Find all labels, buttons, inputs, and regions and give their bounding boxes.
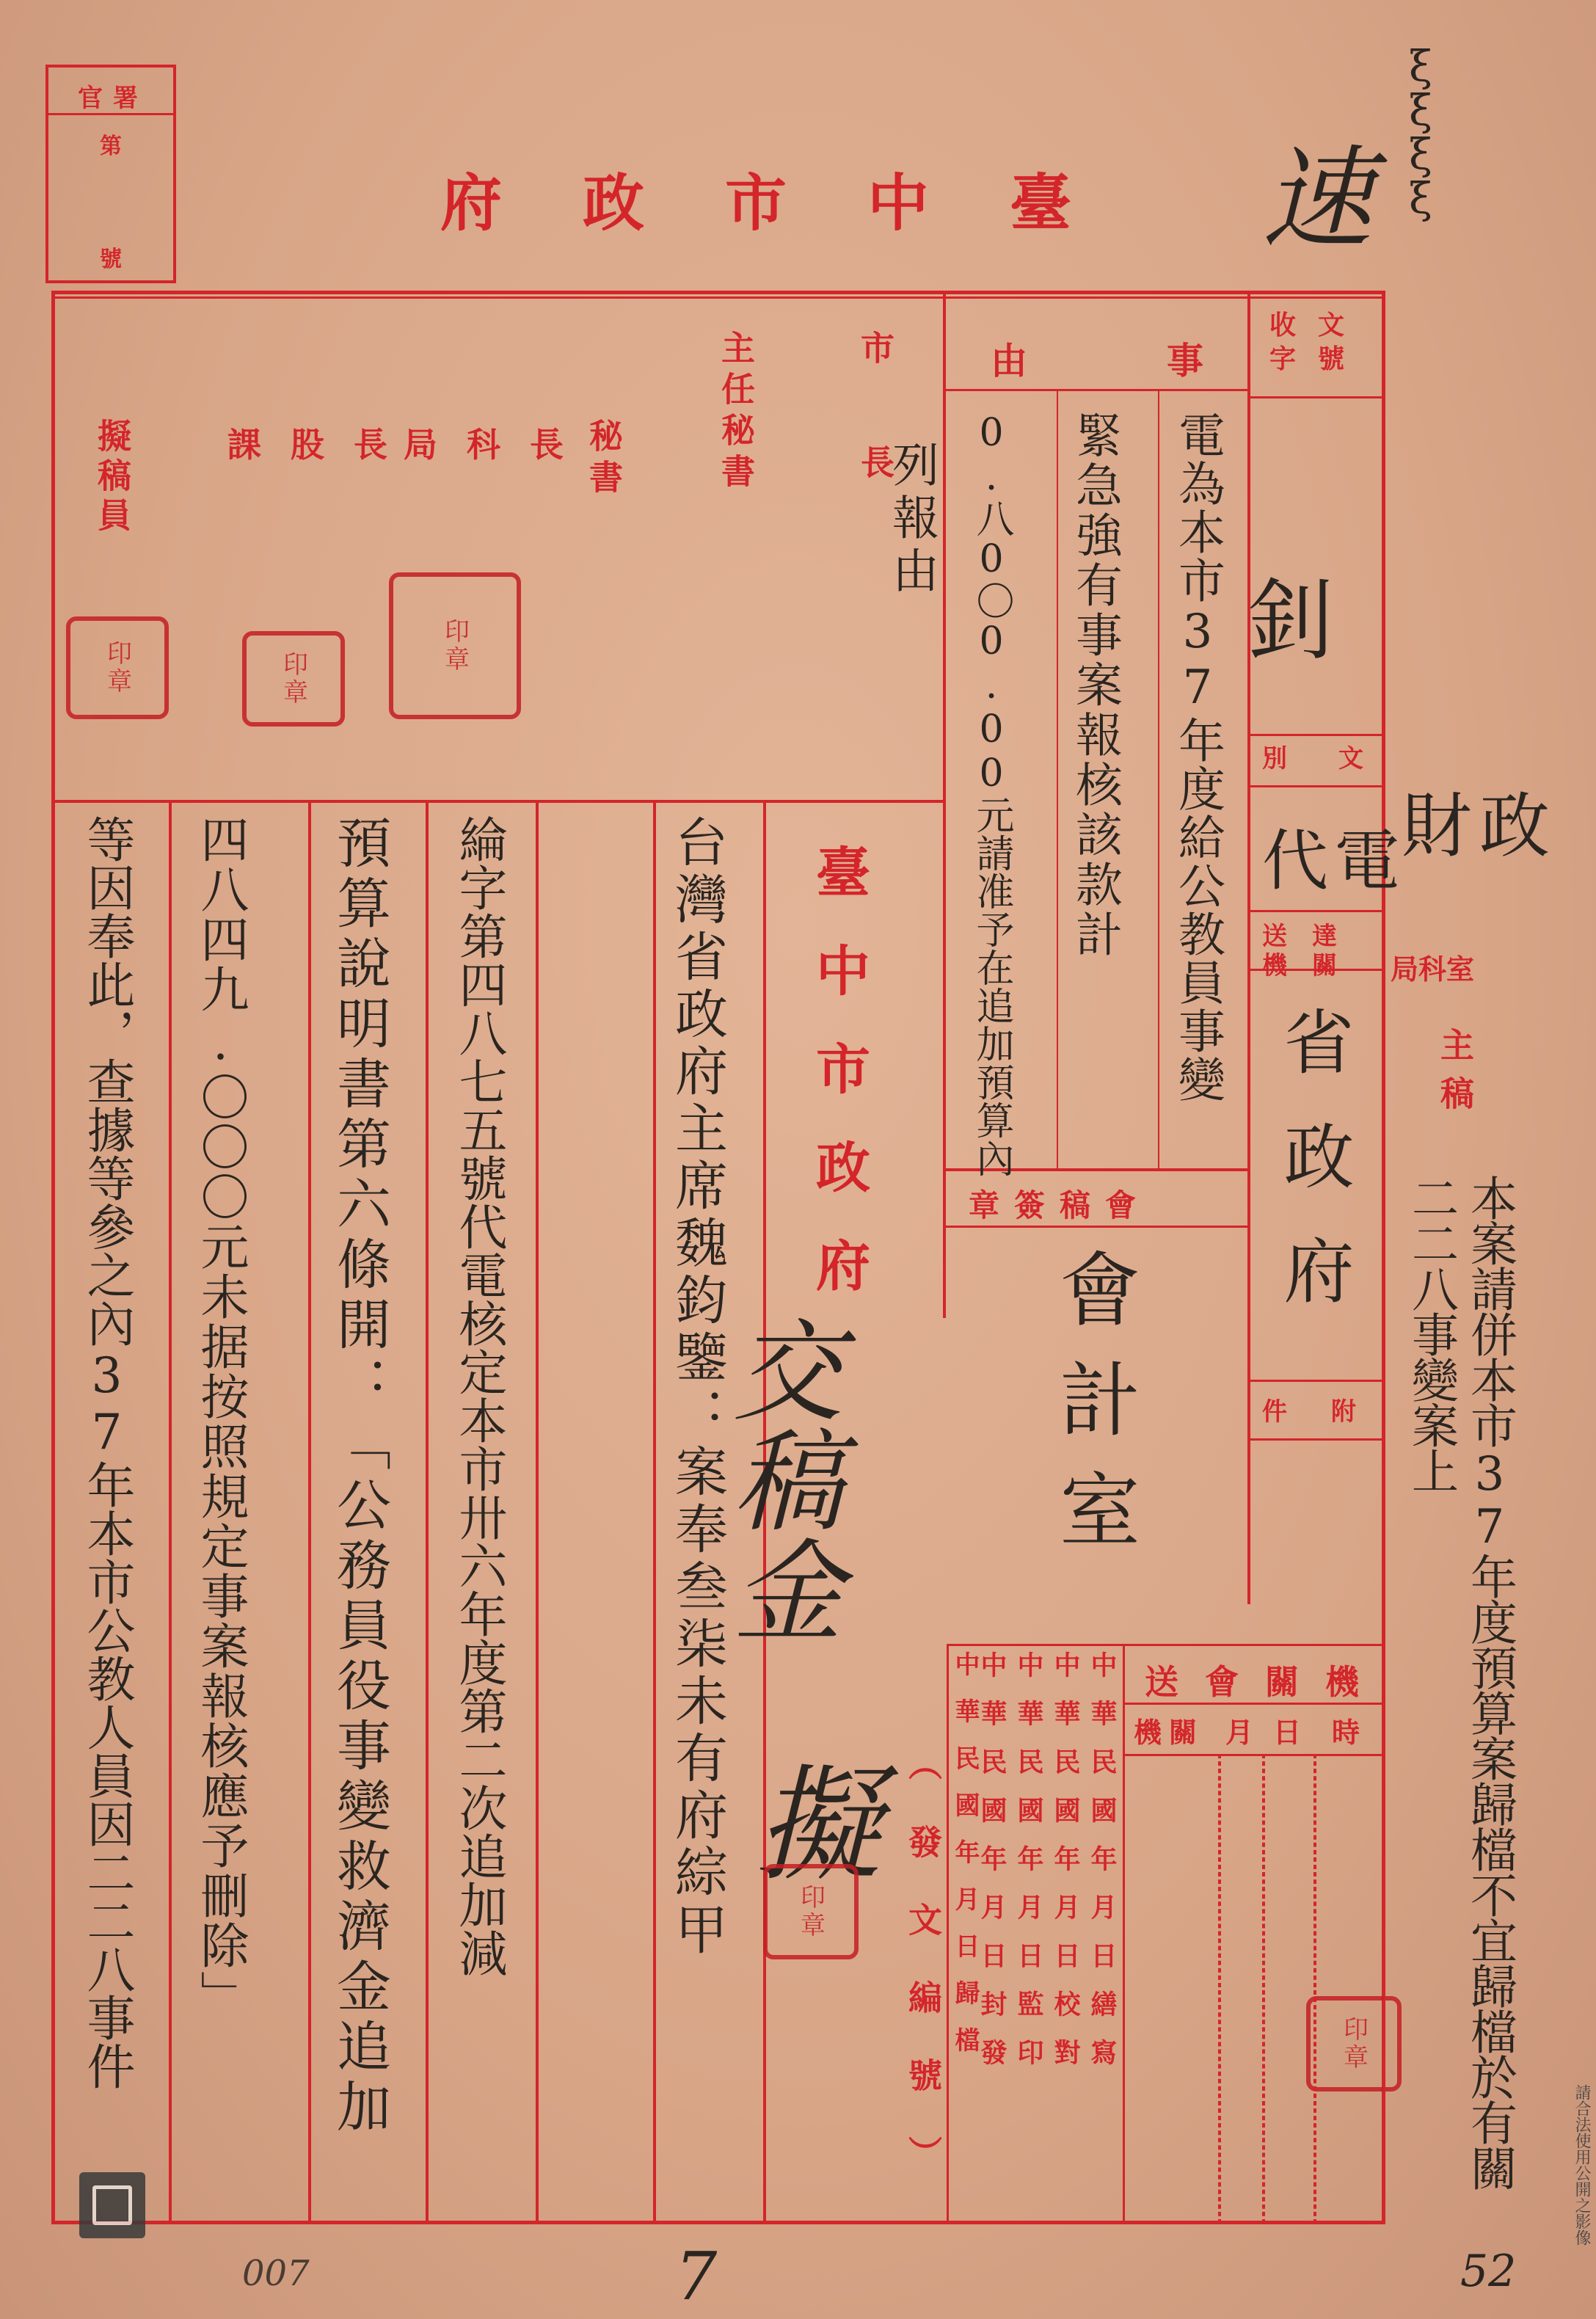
- dept-label: 局科室: [1391, 953, 1475, 986]
- registry-box-top: 官署: [78, 84, 148, 113]
- label-chief-secretary: 主任秘書: [716, 330, 756, 495]
- dept-value: 財政: [1402, 785, 1557, 867]
- document-title: 臺中市政府: [440, 167, 1153, 239]
- handling-row-5: 中華民國年月日歸檔: [950, 1651, 980, 2074]
- send-value: 省政府: [1272, 1005, 1355, 1349]
- seal-approval-mark: 印章: [795, 1884, 826, 1940]
- subject-line-4: 列報由: [884, 440, 939, 599]
- seal-section-chief-mark: 印章: [278, 651, 308, 707]
- seal-drafter-mark: 印章: [102, 640, 132, 696]
- footer-page-number: 7: [675, 2238, 718, 2315]
- category-label: 文別: [1262, 744, 1415, 773]
- receive-label: 收文字號: [1269, 310, 1367, 374]
- footer-side-stamp: 請合法使用公開之影像: [1573, 2084, 1591, 2246]
- label-drafter: 擬稿員: [92, 418, 132, 537]
- body-line-3: 預算說明書第六條開：「公務員役事變救濟金追加: [328, 815, 391, 2138]
- clip-marks: ξ ξ ξ ξ: [1409, 41, 1432, 223]
- handling-row-2: 中華民國年月日校對: [1050, 1651, 1081, 2087]
- registry-box-bottom: 號: [100, 247, 122, 272]
- countersign-title: 會稿簽章: [969, 1187, 1151, 1223]
- handling-row-4: 中華民國年月日封發: [977, 1651, 1007, 2087]
- archive-logo: [79, 2172, 145, 2238]
- attach-label: 附件: [1262, 1397, 1400, 1427]
- label-secretary: 秘書: [584, 418, 624, 500]
- handling-row-1: 中華民國年月日繕寫: [1087, 1651, 1118, 2087]
- body-sender: 臺中市政府: [807, 844, 870, 1336]
- subject-label-shi: 事: [1167, 339, 1203, 382]
- main-draft-label: 主稿: [1435, 1027, 1475, 1124]
- send-label: 送達機關: [1262, 922, 1362, 980]
- label-director: 局科長: [404, 425, 593, 465]
- seal-director-mark: 印章: [440, 618, 470, 674]
- approval-sign: 擬: [756, 1753, 881, 1898]
- handling-header-agency: 機關: [1134, 1716, 1205, 1749]
- subject-line-3: 0.八0〇0.00元請准予在追加預算內: [969, 411, 1013, 1177]
- seal-director: [389, 572, 521, 719]
- subject-line-2: 緊急強有事案報核該款計: [1068, 411, 1122, 960]
- handling-title: 機關會送: [1145, 1662, 1385, 1702]
- seal-margin-mark: 印章: [1338, 2016, 1369, 2072]
- approval-scrawl: 交稿金: [714, 1314, 842, 1644]
- seal-section-chief: [242, 631, 345, 727]
- subject-label-you: 由: [991, 339, 1027, 382]
- handling-header-time: 時: [1332, 1716, 1360, 1749]
- label-section-chief: 課股長: [227, 425, 417, 465]
- margin-note: 本案請併本市37年度預算案歸檔不宜歸檔於有關二二八事變案上: [1404, 1174, 1517, 2190]
- seal-approval: [763, 1864, 859, 1959]
- seal-drafter: [66, 616, 169, 719]
- registry-box: [45, 65, 176, 283]
- body-line-2: 綸字第四八七五號代電核定本市卅六年度第二次追加減: [451, 815, 507, 1977]
- category-value: 代電: [1262, 823, 1406, 900]
- subject-line-1: 電為本市37年度給公教員事變: [1170, 411, 1225, 1104]
- footer-left-number: 007: [242, 2253, 310, 2294]
- body-line-1: 台灣省政府主席魏鈞鑒：案奉叁柒未有府綜甲: [666, 815, 728, 1959]
- body-line-5: 等因奉此，查據等參之內37年本市公教人員因二二八事件: [79, 815, 135, 2090]
- handling-header-month: 月: [1225, 1716, 1254, 1749]
- handling-header-day: 日: [1273, 1716, 1302, 1749]
- urgent-mark: 速: [1262, 136, 1373, 263]
- handling-row-3: 中華民國年月日監印: [1013, 1651, 1044, 2087]
- archive-logo-icon: [92, 2185, 132, 2225]
- body-line-4: 四八四九.〇〇〇元未据按照規定事案報核應予刪除」: [192, 815, 249, 2020]
- countersign-value: 會計室: [1046, 1248, 1140, 1578]
- main-draft-value: 釗: [1247, 570, 1336, 672]
- label-mayor: 市長: [856, 330, 895, 559]
- footer-right-number: 52: [1460, 2246, 1517, 2297]
- doc-number-label: （發文編號）: [903, 1747, 943, 2213]
- registry-box-mid: 第: [100, 134, 122, 159]
